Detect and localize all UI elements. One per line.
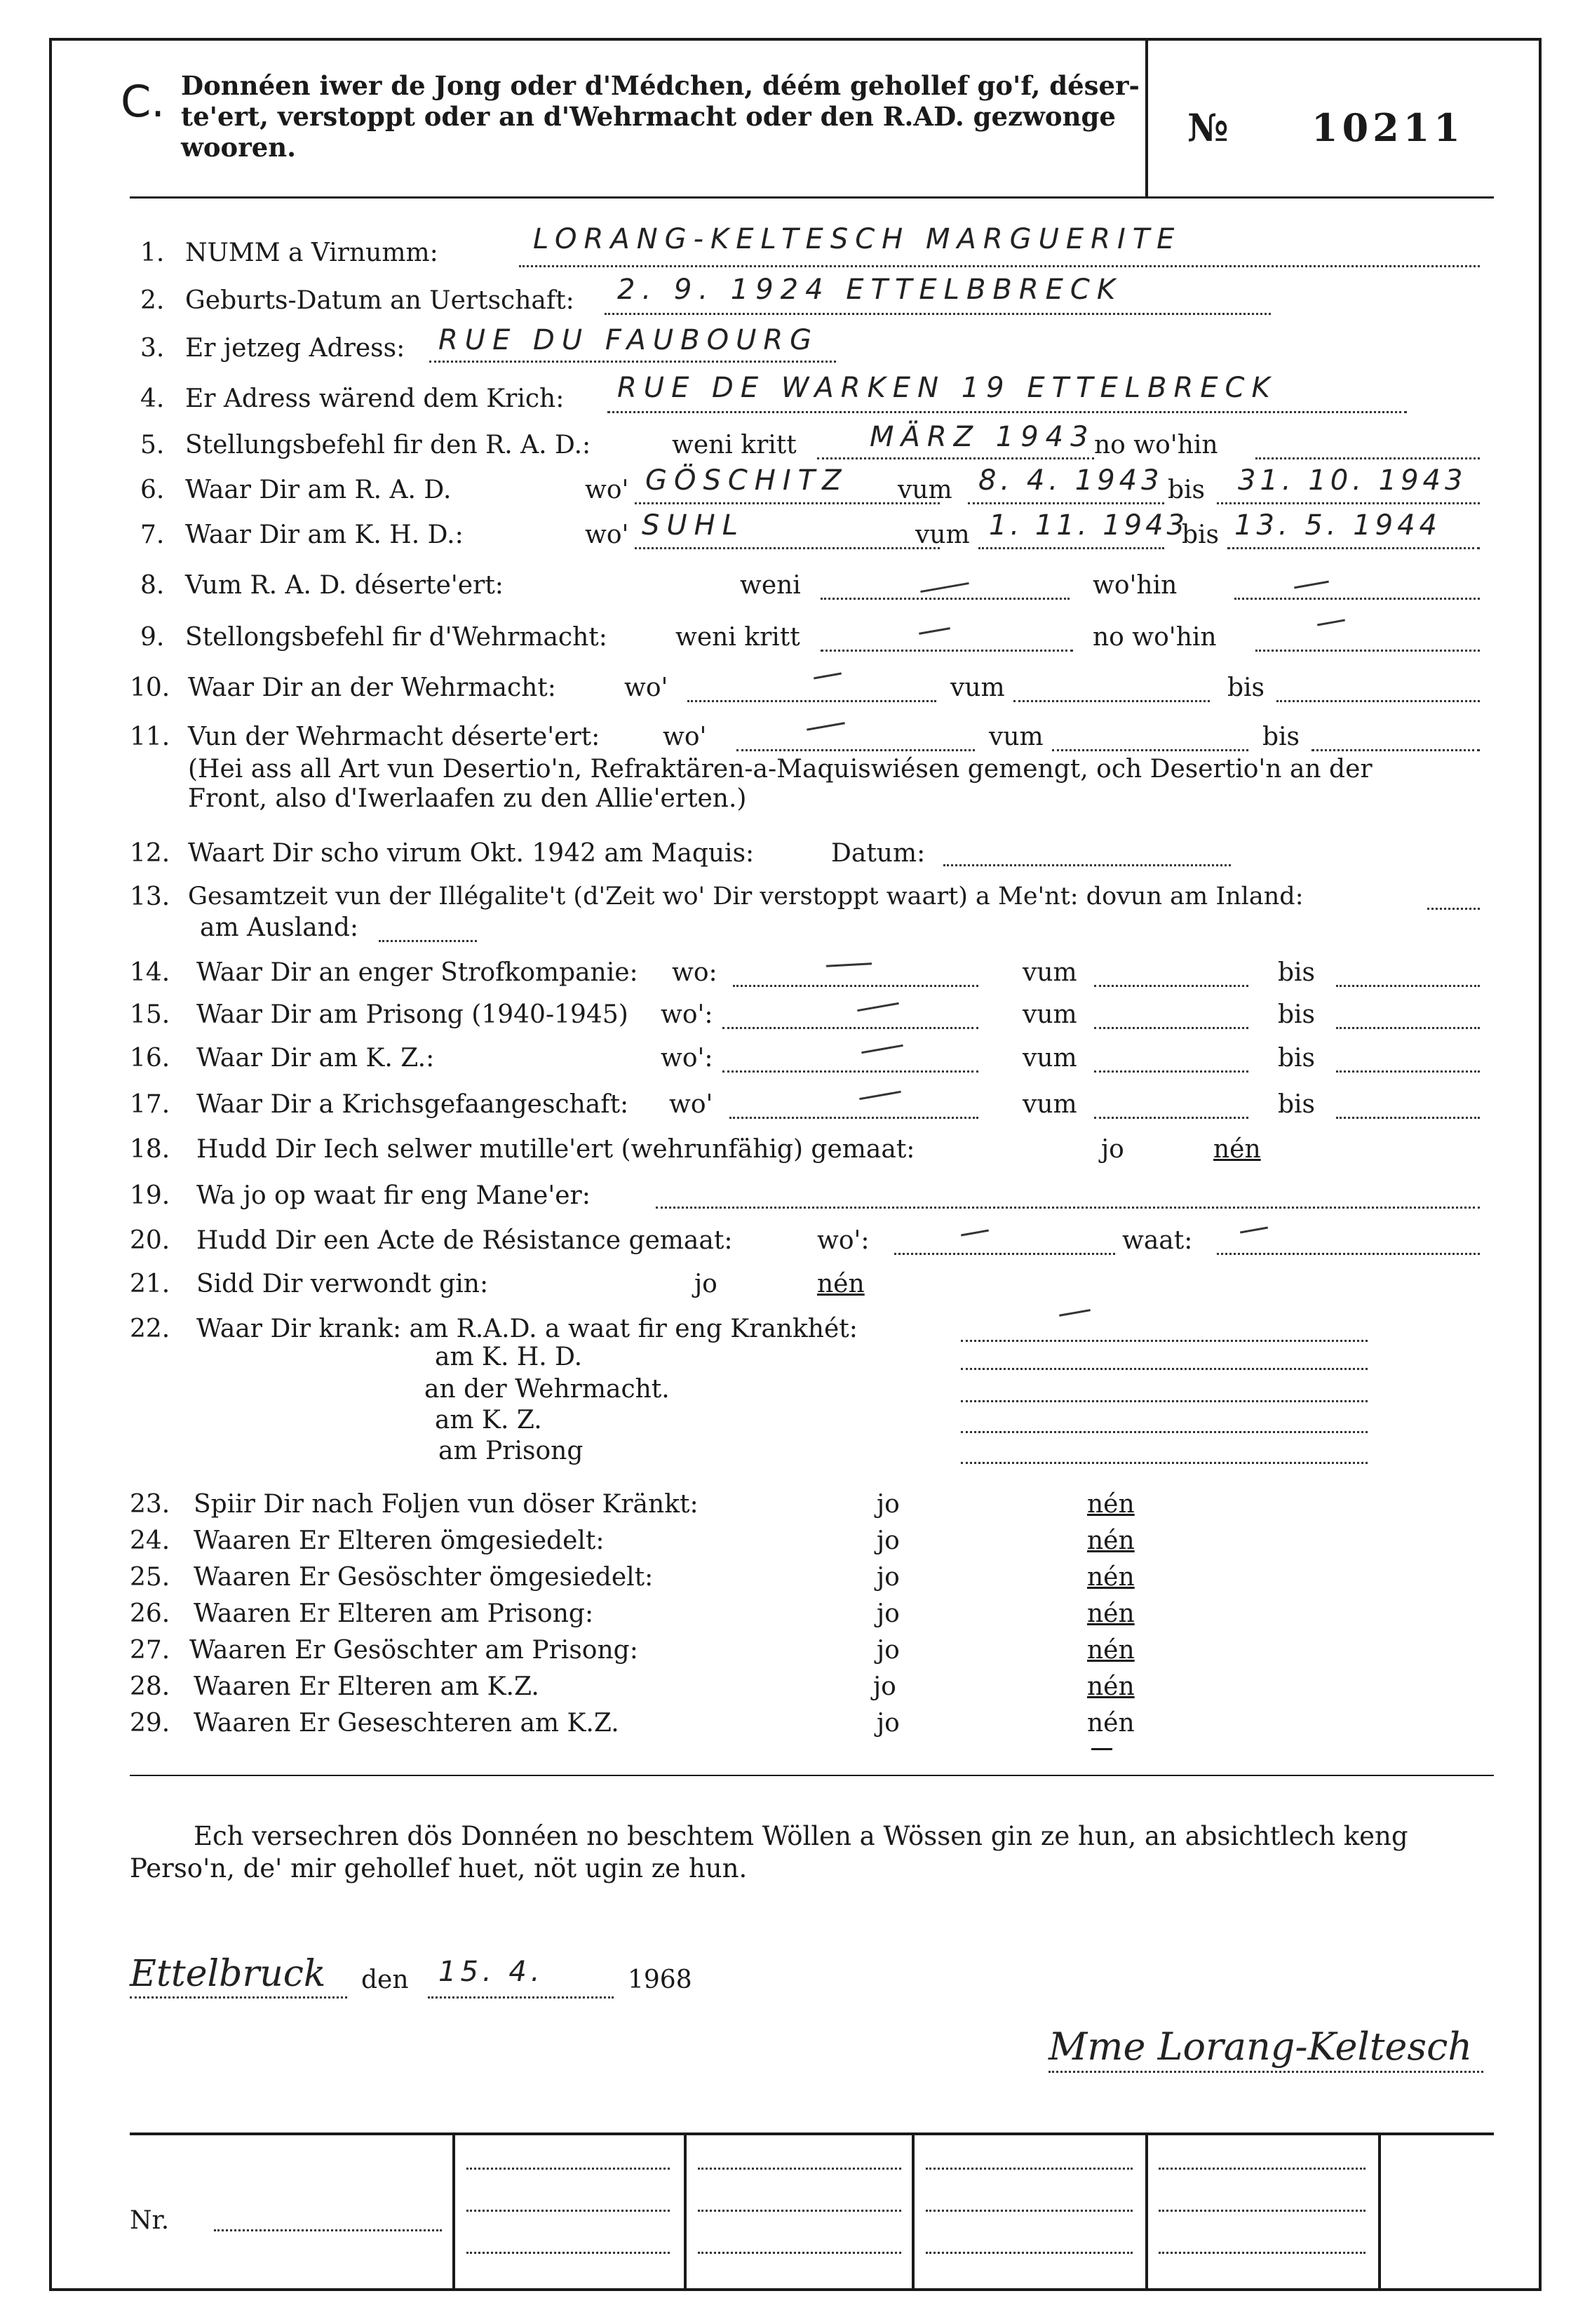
item-4-value: RUE DE WARKEN 19 ETTELBRECK [617, 372, 1277, 404]
footer-bottom-line [130, 2288, 1494, 2291]
item-20-wo: wo': [817, 1226, 870, 1255]
item-5-weni-value: MÄRZ 1943 [870, 421, 1095, 453]
item-21-number: 21. [130, 1270, 170, 1298]
item-8-weni-line [821, 598, 1070, 600]
item-15-wo-line [722, 1027, 978, 1029]
item-23-nen: nén [1087, 1490, 1135, 1519]
item-9-weni-line [821, 650, 1073, 652]
item-28-number: 28. [130, 1672, 170, 1701]
item-6-wo-value: GÖSCHITZ [645, 464, 849, 497]
item-9-nowohin-line [1255, 650, 1480, 652]
item-6-vum: vum [898, 476, 952, 504]
item-28-nen: nén [1087, 1672, 1135, 1701]
signature-place: Ettelbruck [130, 1953, 326, 1995]
item-6-wo: wo' [585, 476, 629, 504]
item-7-bis-line [1227, 547, 1480, 549]
item-7-vum-line [978, 547, 1164, 549]
item-5-number: 5. [140, 431, 165, 459]
declaration-separator [130, 1775, 1494, 1776]
item-2-line [605, 313, 1271, 315]
item-13-label: Gesamtzeit vun der Illégalite't (d'Zeit wo' Dir verstoppt waart) a Me'nt: dovun am Inland: [188, 882, 1304, 911]
item-28-jo: jo [873, 1672, 896, 1701]
item-7-wo-line [635, 547, 940, 549]
item-29-number: 29. [130, 1709, 170, 1738]
item-13-number: 13. [130, 882, 170, 911]
item-11-bis-line [1312, 749, 1480, 751]
item-16-wo: wo': [661, 1044, 713, 1073]
item-19-label: Wa jo op waat fir eng Mane'er: [196, 1181, 591, 1210]
item-24-jo: jo [877, 1526, 900, 1555]
item-3-value: RUE DU FAUBOURG [438, 324, 819, 356]
signature-year: 1968 [628, 1966, 692, 1994]
item-10-vum-line [1013, 700, 1210, 702]
item-26-nen: nén [1087, 1599, 1135, 1628]
item-18-number: 18. [130, 1135, 170, 1164]
item-8-number: 8. [140, 571, 165, 600]
item-15-label: Waar Dir am Prisong (1940-1945) [196, 1000, 628, 1029]
item-12-label: Waart Dir scho virum Okt. 1942 am Maquis: [188, 839, 755, 868]
signature-place-line [130, 1996, 347, 1999]
item-6-vum-line [968, 502, 1164, 504]
item-1-line [519, 265, 1480, 267]
declaration-line2: Perso'n, de' mir gehollef huet, nöt ugin ze hun. [130, 1853, 748, 1883]
item-11-note-line2: Front, also d'Iwerlaafen zu den Allie'erten.) [188, 784, 747, 813]
item-7-number: 7. [140, 520, 165, 549]
item-16-vum: vum [1023, 1044, 1077, 1073]
item-17-vum: vum [1023, 1090, 1077, 1119]
item-18-label: Hudd Dir Iech selwer mutille'ert (wehrunfähig) gemaat: [196, 1135, 915, 1164]
item-21-jo: jo [694, 1270, 717, 1298]
item-29-nen: nén [1087, 1709, 1135, 1738]
item-29-nen-mark [1091, 1748, 1112, 1750]
item-6-bis: bis [1168, 476, 1206, 504]
footer-cell-a1 [466, 2168, 670, 2170]
footer-cell-a3 [466, 2252, 670, 2254]
item-20-wo-line [894, 1253, 1115, 1255]
item-16-wo-line [722, 1070, 978, 1073]
item-11-number: 11. [130, 723, 170, 751]
item-29-jo: jo [877, 1709, 900, 1738]
item-21-label: Sidd Dir verwondt gin: [196, 1270, 489, 1298]
item-22-sub3: am K. Z. [435, 1406, 542, 1435]
item-1-label: NUMM a Virnumm: [185, 239, 438, 267]
item-15-vum: vum [1023, 1000, 1077, 1029]
item-14-number: 14. [130, 958, 170, 987]
item-17-wo: wo' [669, 1090, 713, 1119]
footer-nr-line [214, 2229, 442, 2231]
item-11-label: Vun der Wehrmacht déserte'ert: [188, 723, 600, 751]
item-7-bis: bis [1182, 520, 1220, 549]
item-16-bis: bis [1278, 1044, 1316, 1073]
item-26-number: 26. [130, 1599, 170, 1628]
item-11-bis: bis [1262, 723, 1300, 751]
item-22-label: Waar Dir krank: am R.A.D. a waat fir eng Krankhét: [196, 1315, 858, 1343]
item-15-bis-line [1336, 1027, 1480, 1029]
item-3-number: 3. [140, 334, 165, 363]
item-7-wo: wo' [585, 520, 629, 549]
item-5-weni-line [817, 457, 1094, 459]
item-4-label: Er Adress wärend dem Krich: [185, 384, 565, 413]
section-letter: C. [121, 76, 165, 127]
item-12-datum-line [943, 864, 1231, 866]
item-24-label: Waaren Er Elteren ömgesiedelt: [194, 1526, 605, 1555]
footer-col-5 [1378, 2132, 1381, 2288]
footer-nr-label: Nr. [130, 2206, 170, 2235]
item-9-weni: weni kritt [675, 623, 800, 652]
item-6-bis-line [1217, 502, 1480, 504]
item-1-value: LORANG-KELTESCH MARGUERITE [533, 223, 1182, 255]
item-8-label: Vum R. A. D. déserte'ert: [185, 571, 504, 600]
item-22-line2 [961, 1368, 1368, 1370]
footer-col-1 [452, 2132, 455, 2288]
item-1-number: 1. [140, 239, 165, 267]
item-22-line3 [961, 1400, 1368, 1402]
item-19-line [656, 1207, 1480, 1209]
signature-line [1049, 2071, 1483, 2073]
footer-col-2 [684, 2132, 687, 2288]
item-26-jo: jo [877, 1599, 900, 1628]
item-2-label: Geburts-Datum an Uertschaft: [185, 286, 574, 315]
item-16-number: 16. [130, 1044, 170, 1073]
item-26-label: Waaren Er Elteren am Prisong: [194, 1599, 594, 1628]
item-7-wo-value: SUHL [642, 509, 746, 542]
item-14-bis-line [1336, 985, 1480, 987]
header-separator [130, 196, 1494, 199]
item-17-bis: bis [1278, 1090, 1316, 1119]
item-17-wo-line [729, 1117, 978, 1119]
item-5-nowohin: no wo'hin [1094, 431, 1218, 459]
footer-cell-b2 [698, 2210, 901, 2212]
item-23-number: 23. [130, 1490, 170, 1519]
item-17-label: Waar Dir a Krichsgefaangeschaft: [196, 1090, 629, 1119]
signature-name: Mme Lorang-Keltesch [1049, 2024, 1473, 2069]
item-9-nowohin: no wo'hin [1093, 623, 1217, 652]
header-title [181, 70, 1142, 163]
item-9-label: Stellongsbefehl fir d'Wehrmacht: [185, 623, 607, 652]
item-13-ausland-line [379, 940, 477, 942]
item-23-jo: jo [877, 1490, 900, 1519]
item-15-number: 15. [130, 1000, 170, 1029]
item-11-wo-line [736, 749, 975, 751]
item-12-number: 12. [130, 839, 170, 868]
signature-den: den [361, 1966, 409, 1994]
footer-cell-d2 [1159, 2210, 1366, 2212]
item-12-datum: Datum: [831, 839, 926, 868]
item-25-number: 25. [130, 1563, 170, 1592]
item-14-bis: bis [1278, 958, 1316, 987]
item-24-number: 24. [130, 1526, 170, 1555]
item-7-label: Waar Dir am K. H. D.: [185, 520, 464, 549]
item-10-number: 10. [130, 673, 170, 702]
header-title-line1: Donnéen iwer de Jong oder d'Médchen, déém gehollef go'f, déser- [181, 70, 1140, 101]
declaration-line1: Ech versechren dös Donnéen no beschtem Wöllen a Wössen gin ze hun, an absichtlech keng [194, 1821, 1408, 1851]
form-number: 10211 [1312, 105, 1464, 150]
item-4-number: 4. [140, 384, 165, 413]
item-6-bis-value: 31. 10. 1943 [1238, 464, 1467, 497]
item-22-line5 [961, 1462, 1368, 1464]
item-19-number: 19. [130, 1181, 170, 1210]
footer-col-4 [1145, 2132, 1148, 2288]
item-8-weni: weni [740, 571, 801, 600]
footer-cell-b1 [698, 2168, 901, 2170]
item-3-label: Er jetzeg Adress: [185, 334, 405, 363]
item-6-number: 6. [140, 476, 165, 504]
item-13-ausland: am Ausland: [200, 913, 359, 942]
item-17-vum-line [1094, 1117, 1248, 1119]
item-22-sub1: am K. H. D. [435, 1343, 583, 1371]
footer-cell-b3 [698, 2252, 901, 2254]
item-15-vum-line [1094, 1027, 1248, 1029]
item-24-nen: nén [1087, 1526, 1135, 1555]
item-11-wo: wo' [663, 723, 707, 751]
item-27-number: 27. [130, 1636, 170, 1665]
footer-cell-c1 [926, 2168, 1133, 2170]
footer-cell-c2 [926, 2210, 1133, 2212]
footer-cell-d3 [1159, 2252, 1366, 2254]
item-7-bis-value: 13. 5. 1944 [1234, 509, 1442, 542]
item-3-line [429, 361, 836, 363]
item-22-line1 [961, 1340, 1368, 1342]
item-8-wohin-line [1234, 598, 1480, 600]
item-5-label: Stellungsbefehl fir den R. A. D.: [185, 431, 591, 459]
item-21-nen: nén [817, 1270, 865, 1298]
item-20-label: Hudd Dir een Acte de Résistance gemaat: [196, 1226, 733, 1255]
item-7-vum: vum [915, 520, 970, 549]
item-16-bis-line [1336, 1070, 1480, 1073]
item-10-label: Waar Dir an der Wehrmacht: [188, 673, 556, 702]
item-20-number: 20. [130, 1226, 170, 1255]
footer-cell-a2 [466, 2210, 670, 2212]
item-25-jo: jo [877, 1563, 900, 1592]
item-23-label: Spiir Dir nach Foljen vun döser Kränkt: [194, 1490, 699, 1519]
item-6-label: Waar Dir am R. A. D. [185, 476, 452, 504]
number-symbol: № [1187, 105, 1229, 150]
item-18-nen: nén [1213, 1135, 1261, 1164]
item-15-bis: bis [1278, 1000, 1316, 1029]
item-10-wo: wo' [624, 673, 668, 702]
item-7-vum-value: 1. 11. 1943 [989, 509, 1189, 542]
item-6-vum-value: 8. 4. 1943 [978, 464, 1164, 497]
footer-cell-d1 [1159, 2168, 1366, 2170]
item-22-number: 22. [130, 1315, 170, 1343]
item-11-vum-line [1052, 749, 1248, 751]
item-20-waat: waat: [1122, 1226, 1193, 1255]
item-20-waat-line [1217, 1253, 1480, 1255]
item-29-label: Waaren Er Geseschteren am K.Z. [194, 1709, 619, 1738]
footer-top-line [130, 2132, 1494, 2135]
item-22-line4 [961, 1431, 1368, 1433]
item-4-line [607, 411, 1407, 413]
item-17-bis-line [1336, 1117, 1480, 1119]
item-10-vum: vum [950, 673, 1005, 702]
item-15-wo: wo': [661, 1000, 713, 1029]
header-title-line2: te'ert, verstoppt oder an d'Wehrmacht oder den R.AD. gezwonge [181, 101, 1116, 132]
footer-col-3 [912, 2132, 915, 2288]
item-14-vum: vum [1023, 958, 1077, 987]
item-10-bis: bis [1227, 673, 1265, 702]
item-10-bis-line [1276, 700, 1480, 702]
footer-cell-c3 [926, 2252, 1133, 2254]
item-11-vum: vum [989, 723, 1044, 751]
item-17-number: 17. [130, 1090, 170, 1119]
item-22-sub4: am Prisong [438, 1437, 584, 1465]
signature-date-line [428, 1996, 614, 1999]
item-27-jo: jo [877, 1636, 900, 1665]
item-8-wohin: wo'hin [1093, 571, 1178, 600]
item-25-label: Waaren Er Gesöschter ömgesiedelt: [194, 1563, 654, 1592]
item-18-jo: jo [1101, 1135, 1124, 1164]
item-25-nen: nén [1087, 1563, 1135, 1592]
item-9-number: 9. [140, 623, 165, 652]
item-27-nen: nén [1087, 1636, 1135, 1665]
item-16-vum-line [1094, 1070, 1248, 1073]
item-14-vum-line [1094, 985, 1248, 987]
item-27-label: Waaren Er Gesöschter am Prisong: [189, 1636, 638, 1665]
item-22-sub2: an der Wehrmacht. [424, 1375, 670, 1404]
header-title-line3: wooren. [181, 132, 297, 163]
item-6-wo-line [635, 502, 940, 504]
item-11-note-line1: (Hei ass all Art vun Desertio'n, Refraktären-a-Maquiswiésen gemengt, och Desertio'n an der [188, 755, 1373, 784]
signature-date: 15. 4. [438, 1956, 544, 1988]
item-14-wo-line [733, 985, 978, 987]
header-divider [1145, 41, 1148, 196]
item-2-number: 2. [140, 286, 165, 315]
item-13-inland-line [1427, 908, 1480, 910]
item-16-label: Waar Dir am K. Z.: [196, 1044, 435, 1073]
item-14-label: Waar Dir an enger Strofkompanie: [196, 958, 638, 987]
item-5-weni: weni kritt [672, 431, 797, 459]
item-2-value: 2. 9. 1924 ETTELBBRECK [617, 274, 1123, 306]
item-5-nowohin-line [1255, 457, 1480, 459]
item-28-label: Waaren Er Elteren am K.Z. [194, 1672, 539, 1701]
item-14-wo: wo: [672, 958, 717, 987]
item-10-wo-line [687, 700, 936, 702]
